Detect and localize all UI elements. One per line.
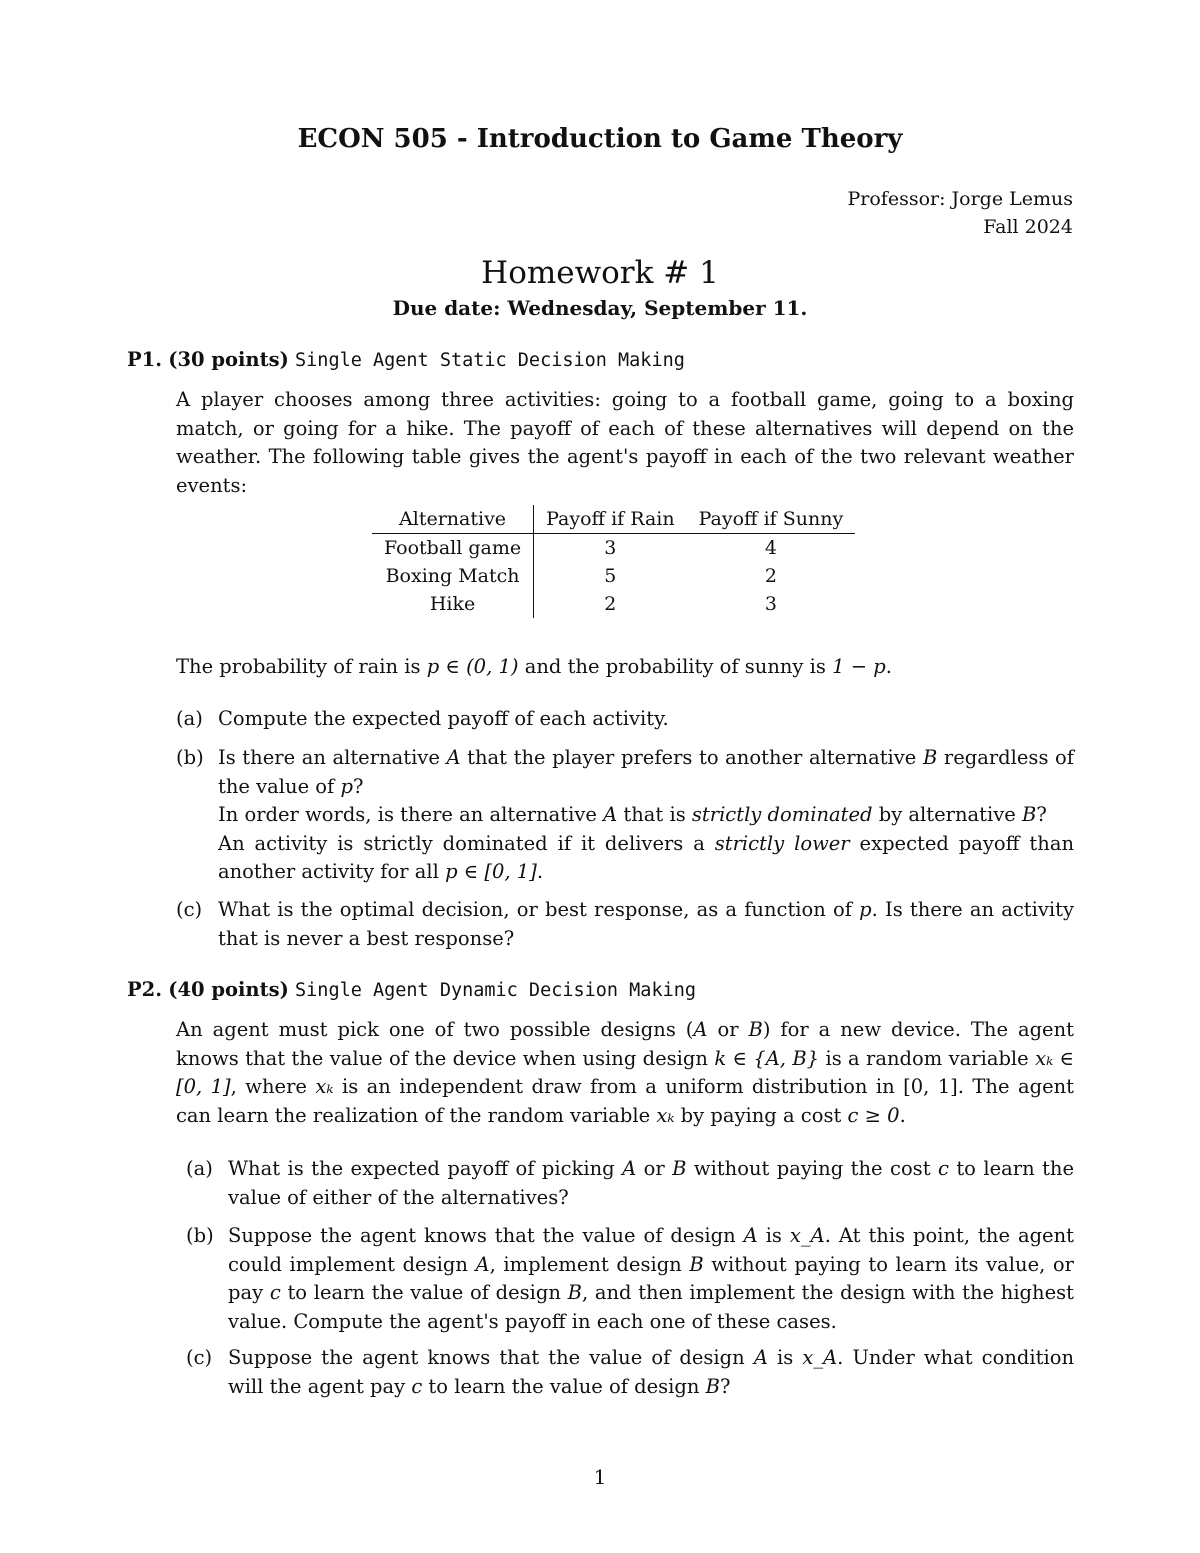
question-line xyxy=(218,744,1074,801)
text: is xyxy=(767,1346,803,1369)
payoff-table xyxy=(372,505,855,618)
text: ? xyxy=(720,1374,731,1398)
math: k ∈ {A, B} xyxy=(714,1046,820,1070)
due-date: Due date: Wednesday, September 11. xyxy=(392,296,808,320)
text: that is xyxy=(617,803,692,826)
p1-intro: A player chooses among three activities: going to a football game, going to a boxing match, or going for a hike. The payoff of each of these alternatives will depend on the weather. The following table gives the agent's payoff in each of the two relevant weather events: xyxy=(176,388,1074,497)
question-label: (b) xyxy=(186,1224,214,1247)
text: or xyxy=(707,1018,749,1041)
math: xₖ ∈ [0, 1] xyxy=(176,1046,1074,1098)
text: An activity is strictly dominated if it delivers a xyxy=(218,831,715,855)
question-text xyxy=(228,1155,1074,1212)
page-number: 1 xyxy=(593,1465,607,1489)
math: 1 − p xyxy=(832,655,886,678)
text: ) for a new device. The agent knows that the value of the device when using design xyxy=(176,1018,1074,1070)
table-header-cell: Payoff if Sunny xyxy=(687,505,856,534)
math: c xyxy=(937,1157,949,1180)
homework-title: Homework # 1 xyxy=(481,255,719,291)
math: p xyxy=(340,774,353,798)
question-label: (a) xyxy=(176,707,203,730)
text: to learn the value of design xyxy=(280,1281,568,1304)
text: regardless of the value of xyxy=(218,746,1075,798)
p1-points: (30 points) xyxy=(168,348,289,371)
table-cell: 2 xyxy=(604,593,617,615)
text: is xyxy=(757,1224,790,1247)
text: . xyxy=(899,1103,906,1127)
text: An agent must pick one of two possible designs ( xyxy=(176,1018,694,1041)
table-cell: 2 xyxy=(764,565,777,587)
question-label: (b) xyxy=(176,746,204,769)
p1-probability xyxy=(176,653,1074,682)
math: xₖ xyxy=(656,1103,675,1127)
question-label: (c) xyxy=(186,1346,213,1369)
text: to learn the value of either of the alternatives? xyxy=(228,1157,1075,1209)
math: x_A xyxy=(802,1346,838,1369)
text: , and then implement the design with the highest value. Compute the agent's payoff in each one of these cases. xyxy=(228,1281,1074,1333)
table-cell: Hike xyxy=(372,590,534,618)
course-title: ECON 505 - Introduction to Game Theory xyxy=(297,124,903,154)
math: p ∈ [0, 1] xyxy=(445,860,537,883)
table-header-cell: Alternative xyxy=(372,505,534,534)
text: . Under what condition will the agent pay xyxy=(228,1346,1074,1398)
table-cell: 4 xyxy=(764,537,777,559)
p2-topic: Single Agent Dynamic Decision Making xyxy=(295,980,696,1001)
table-row xyxy=(372,534,855,563)
math: c ≥ 0 xyxy=(847,1103,900,1127)
text: What is the expected payoff of picking xyxy=(228,1157,623,1180)
table-header-cell: Payoff if Rain xyxy=(534,505,687,534)
text: Suppose the agent knows that the value of design xyxy=(228,1346,754,1369)
math: A xyxy=(603,803,618,826)
math: A xyxy=(743,1224,758,1247)
text: What is the optimal decision, or best response, as a function of xyxy=(218,898,860,921)
math: B xyxy=(689,1252,704,1276)
table-cell: 3 xyxy=(764,593,777,615)
text: without paying the cost xyxy=(686,1157,938,1180)
question-text xyxy=(218,744,1074,887)
text: or xyxy=(636,1157,673,1180)
math: p xyxy=(859,898,872,921)
text: , implement design xyxy=(489,1252,690,1276)
table-cell: Boxing Match xyxy=(372,562,534,590)
text: ? xyxy=(352,774,364,798)
p2-label: P2. xyxy=(127,978,163,1001)
math: c xyxy=(269,1281,281,1304)
text: . At this point, the agent could implement design xyxy=(228,1224,1074,1276)
p2-intro xyxy=(176,1016,1074,1130)
text: without paying to learn its value, or pay xyxy=(228,1252,1074,1304)
question-label: (a) xyxy=(186,1157,213,1180)
text: by paying a cost xyxy=(674,1103,848,1127)
question-text: Compute the expected payoff of each activity. xyxy=(218,707,669,730)
math: A xyxy=(753,1346,768,1369)
question-text xyxy=(228,1344,1074,1401)
question-text xyxy=(218,896,1074,953)
p1-question-b xyxy=(176,744,1074,889)
text: is an independent draw from a uniform distribution in [0, 1]. The agent can learn the realization of the random variable xyxy=(176,1075,1074,1127)
table-header-row xyxy=(372,505,855,534)
emphasis: strictly lower xyxy=(714,831,850,855)
text: . xyxy=(536,860,544,883)
text: In order words, is there an alternative xyxy=(218,803,604,826)
text: expected payoff than another activity for all xyxy=(218,831,1075,883)
text: Is there an alternative xyxy=(218,746,447,769)
math: B xyxy=(672,1157,687,1180)
math: xₖ xyxy=(315,1075,334,1098)
text: Suppose the agent knows that the value of design xyxy=(228,1224,744,1247)
question-text xyxy=(228,1222,1074,1336)
math: c xyxy=(411,1374,423,1398)
p2-heading xyxy=(127,978,696,1001)
text: that the player prefers to another alternative xyxy=(460,746,923,769)
text: , where xyxy=(230,1075,316,1098)
table-row xyxy=(372,562,855,590)
text: and the probability of sunny is xyxy=(518,655,833,678)
professor-line: Professor: Jorge Lemus xyxy=(847,188,1073,210)
p2-question-a xyxy=(186,1155,1074,1215)
question-line xyxy=(218,830,1074,887)
p2-question-c xyxy=(186,1344,1074,1404)
text: The probability of rain is xyxy=(176,655,427,678)
math: A xyxy=(622,1157,637,1180)
p1-heading xyxy=(127,348,685,371)
text: by alternative xyxy=(872,803,1022,826)
p1-topic: Single Agent Static Decision Making xyxy=(295,350,685,371)
math: A xyxy=(475,1252,490,1276)
p1-question-a xyxy=(176,705,1074,735)
text: to learn the value of design xyxy=(422,1374,706,1398)
math: A xyxy=(446,746,461,769)
p2-question-b xyxy=(186,1222,1074,1340)
math: x_A xyxy=(789,1224,825,1247)
math: p ∈ (0, 1) xyxy=(426,655,519,678)
text: ? xyxy=(1036,803,1047,826)
p2-points: (40 points) xyxy=(168,978,289,1001)
text: . Is there an activity that is never a best response? xyxy=(218,898,1074,950)
math: B xyxy=(567,1281,582,1304)
text: . xyxy=(885,655,892,678)
term-line: Fall 2024 xyxy=(983,216,1073,238)
math: B xyxy=(748,1018,763,1041)
table-cell: 3 xyxy=(604,537,617,559)
math: B xyxy=(705,1374,721,1398)
table-cell: 5 xyxy=(604,565,617,587)
math: B xyxy=(1021,803,1037,826)
question-label: (c) xyxy=(176,898,203,921)
p1-label: P1. xyxy=(127,348,163,371)
math: B xyxy=(922,746,938,769)
emphasis: strictly dominated xyxy=(691,803,873,826)
math: A xyxy=(693,1018,708,1041)
p1-question-c xyxy=(176,896,1074,956)
text: is a random variable xyxy=(819,1046,1036,1070)
question-line xyxy=(218,801,1074,830)
table-row xyxy=(372,590,855,618)
table-cell: Football game xyxy=(372,534,534,563)
